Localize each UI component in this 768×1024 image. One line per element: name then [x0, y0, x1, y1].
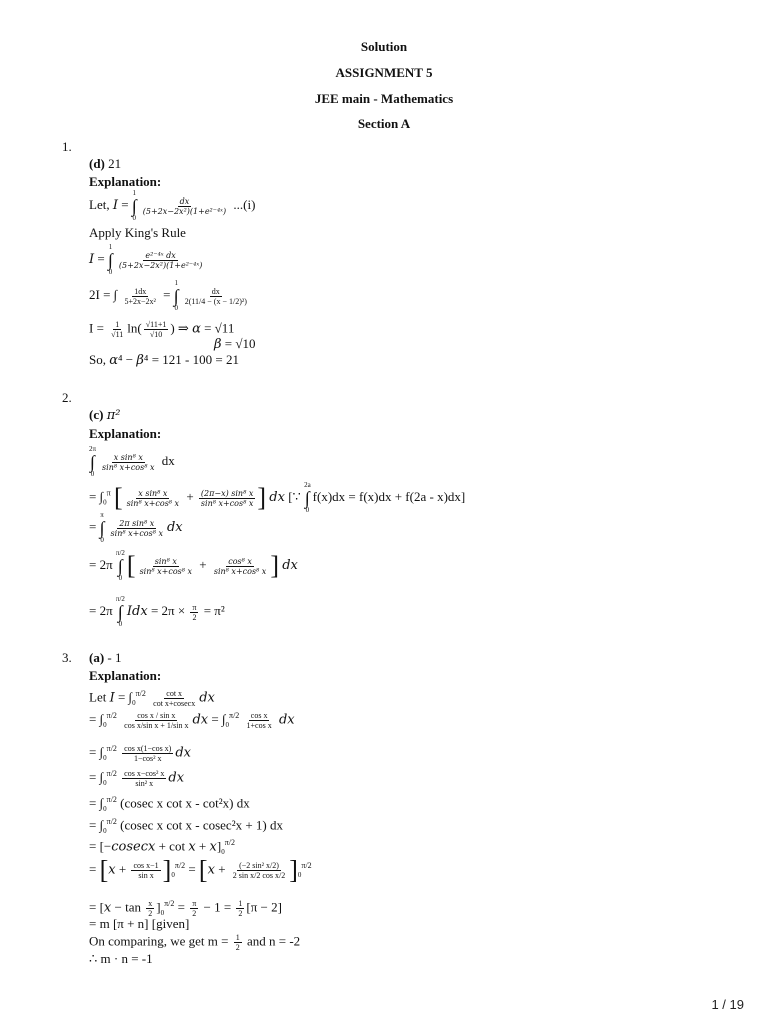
math-step: = 2π π/2 ∫ 0 Idx = 2π × $\frac{\pi}{2}$ = π² [89, 595, 225, 628]
math-step: = $\int_0^{\pi/2}$ $\frac{\text{cos x(1−cos x)}}{\text{1−cos² x}}$ dx [89, 743, 191, 763]
question-number: 1. [62, 139, 72, 154]
math-step: Let $I = \int_0^{\pi/2}$ $\frac{\text{cot x}}{\text{cot x+cosecx}}$ dx [89, 688, 215, 708]
step-text: ∴ m · n = -1 [89, 951, 153, 966]
math-step: I = $\frac{1}{√11}$ ln( $\frac{√11+1}{√10}$ ) ⇒ α = √11 [89, 320, 235, 339]
math-step: So, α⁴ − β⁴ = 121 - 100 = 21 [89, 352, 239, 368]
answer-line [89, 407, 120, 423]
explanation-label: Explanation: [89, 174, 162, 189]
math-step: = [x + $\frac{\text{cos x−1}}{\text{sin x}}$ ]$_0^{\pi/2} = [x$ + $\frac{\text{(−2 sin² x/2)}}{\text{2 sin x/2 cos x/2}}$ ]$_0^{\pi/2}$ [89, 855, 312, 885]
math-step: 2π ∫ 0 $\frac{\text{x sin⁸ x}}{\text{sin⁸ x+cos⁸ x}}$ dx [89, 445, 175, 478]
math-step: On comparing, we get m = $\frac{1}{2}$ and n = -2 [89, 933, 301, 952]
math-step: = π ∫ 0 $\frac{\text{2π sin⁸ x}}{\text{sin⁸ x+cos⁸ x}}$ dx [89, 511, 183, 544]
answer-value: - 1 [107, 650, 122, 665]
question-number: 2. [62, 390, 72, 405]
math-step: I = 1 ∫ 0 $\frac{\text{e²⁻⁴ˣ dx}}{\text{(5+2x−2x²)(1+e²⁻⁴ˣ)}}$ [89, 243, 203, 276]
math-step: = $\int_0^{\pi/2}$ $\frac{\text{cos x−cos² x}}{\text{sin² x}}$ dx [89, 768, 185, 788]
answer-value: 21 [108, 156, 122, 171]
math-step: = [x − tan $\frac{x}{2}$ ]$_0^{\pi/2}$ = $\frac{\pi}{2}$ − 1 = $\frac{1}{2}$ [π − 2] [89, 898, 282, 918]
answer-option: (a) [89, 650, 105, 665]
answer-line [89, 650, 122, 665]
math-step: = $\int_0^\pi$ [ $\frac{\text{x sin⁸ x}}{\text{sin⁸ x+cos⁸ x}}$ + $\frac{\text{(2π−x) sin⁸ x}}{\text{sin⁸ x+cos⁸ x}}$ ] dx [∵ 2a ∫ 0 f(x)dx = f(x)dx + f(2a - x)dx] [89, 481, 466, 514]
math-step: Let, I = 1 ∫ 0 $\frac{dx}{\text{(5+2x−2x²)(1+e²⁻⁴ˣ)}}$ ...(i) [89, 189, 256, 222]
section-title: Section A [357, 116, 411, 131]
explanation-label: Explanation: [89, 426, 162, 441]
question-number: 3. [62, 650, 72, 665]
explanation-label: Explanation: [89, 668, 162, 683]
math-step: = $[-cosecx + \cot x + x]_0^{\pi/2}$ [89, 838, 235, 856]
math-step: = 2π π/2 ∫ 0 [ $\frac{\text{sin⁸ x}}{\text{sin⁸ x+cos⁸ x}}$ + $\frac{\text{cos⁸ x}}{\text{sin⁸ x+cos⁸ x}}$ ] dx [89, 549, 298, 582]
math-step: β = √10 [214, 336, 256, 352]
answer-value: π² [106, 408, 121, 423]
math-step: = $\int_0^{\pi/2}$ $\frac{\text{cos x / sin x}}{\text{cos x/sin x + 1/sin x}}$ dx = $\int_0^{\pi/2}$ $\frac{\text{cos x}}{\text{1+cos x}}$ dx [89, 710, 295, 730]
answer-option: (c) [89, 407, 104, 422]
answer-option: (d) [89, 156, 105, 171]
subject-title: JEE main - Mathematics [314, 91, 454, 106]
step-text: Apply King's Rule [89, 225, 186, 240]
math-step: = $\int_0^{\pi/2}$ (cosec x cot x - cosec²x + 1) dx [89, 817, 284, 835]
assignment-title: ASSIGNMENT 5 [335, 65, 433, 80]
page-indicator: 1 / 19 [711, 997, 744, 1012]
math-step: = $\int_0^{\pi/2}$ (cosec x cot x - cot²x) dx [89, 795, 250, 813]
page-title: Solution [360, 39, 408, 54]
math-step: 2I = ∫ $\frac{1dx}{\text{5+2x−2x²}}$ = 1 ∫ 0 $\frac{dx}{\text{2(11/4 − (x − 1/2)²)}}$ [89, 279, 247, 312]
step-text: = m [π + n] [given] [89, 916, 190, 931]
answer-line [89, 156, 121, 171]
